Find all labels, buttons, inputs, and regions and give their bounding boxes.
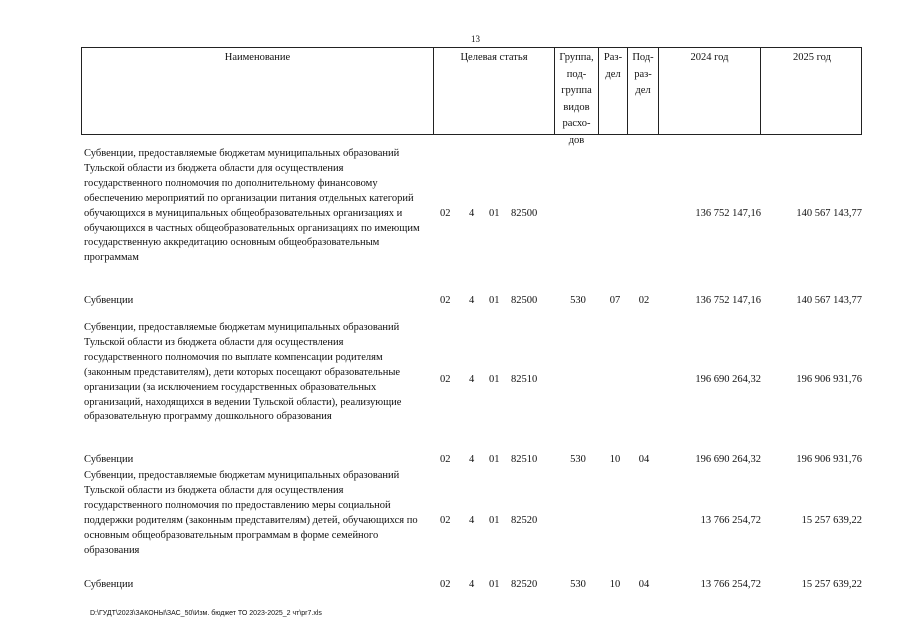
- amount-2025: 15 257 639,22: [801, 515, 862, 526]
- target-code-3: 01: [489, 295, 500, 306]
- target-code-3: 01: [489, 579, 500, 590]
- amount-2025: 140 567 143,77: [796, 208, 862, 219]
- row-name: Субвенции: [84, 579, 134, 590]
- target-code-1: 02: [440, 579, 451, 590]
- target-code-4: 82500: [511, 208, 538, 219]
- header-subsection: Под- раз- дел: [632, 52, 654, 96]
- amount-2025: 15 257 639,22: [801, 579, 862, 590]
- amount-2025: 140 567 143,77: [796, 295, 862, 306]
- header-2024: 2024 год: [690, 52, 729, 63]
- amount-2024: 13 766 254,72: [700, 579, 761, 590]
- target-code-2: 4: [469, 515, 475, 526]
- section-code: 10: [609, 579, 621, 590]
- amount-2024: 136 752 147,16: [695, 208, 761, 219]
- target-code-2: 4: [469, 454, 475, 465]
- row-name: Субвенции, предоставляемые бюджетам муниципальных образований Тульской области из бюджета области для осуществления государственного полномочия по выплате компенсации родителям (законным представителям), дети которых посещают образовательные организации (за исключением государственных образовательных организаций, находящихся в ведении Тульской области), реализующие образовательную программу дошкольного образования: [84, 322, 402, 423]
- target-code-4: 82520: [511, 515, 538, 526]
- target-code-3: 01: [489, 454, 500, 465]
- target-code-1: 02: [440, 454, 451, 465]
- section-code: 07: [609, 295, 621, 306]
- header-target: Целевая статья: [460, 52, 528, 63]
- amount-2024: 13 766 254,72: [700, 515, 761, 526]
- file-path-footer: D:\ГУДТ\2023\ЗАКОНЫ\ЗАС_50\Изм. бюджет ТО 2023-2025_2 чт\pr7.xls: [90, 610, 322, 617]
- target-code-1: 02: [440, 515, 451, 526]
- table-header: [81, 47, 862, 146]
- target-code-1: 02: [440, 295, 451, 306]
- row-name: Субвенции: [84, 295, 134, 306]
- subsection-code: 04: [638, 454, 650, 465]
- target-code-2: 4: [469, 374, 475, 385]
- target-code-1: 02: [440, 374, 451, 385]
- amount-2025: 196 906 931,76: [796, 374, 862, 385]
- row-name: Субвенции, предоставляемые бюджетам муниципальных образований Тульской области из бюджета области для осуществления государственного полномочия по дополнительному финансовому обеспечению мероприятий по организации питания отдельных категорий обучающихся в муниципальных общеобразовательных организациях и обучающихся в частных общеобразовательных организациях по имеющим государственную аккредитацию основным общеобразовательным программам: [84, 148, 420, 264]
- target-code-4: 82510: [511, 374, 538, 385]
- section-code: 10: [609, 454, 621, 465]
- subsection-code: 02: [638, 295, 650, 306]
- group-code: 530: [570, 454, 586, 465]
- target-code-4: 82510: [511, 454, 538, 465]
- row-name: Субвенции: [84, 454, 134, 465]
- amount-2024: 136 752 147,16: [695, 295, 761, 306]
- target-code-2: 4: [469, 579, 475, 590]
- header-2025: 2025 год: [793, 52, 831, 63]
- header-group: Группа, под- группа видов расхо- дов: [559, 52, 594, 146]
- row-name: Субвенции, предоставляемые бюджетам муниципальных образований Тульской области из бюджета области для осуществления государственного полномочия по предоставлению меры социальной поддержки родителям (законным представителям) детей, обучающихся по основным общеобразовательным программам в форме семейного образования: [84, 470, 418, 556]
- target-code-1: 02: [440, 208, 451, 219]
- target-code-4: 82500: [511, 295, 538, 306]
- target-code-2: 4: [469, 208, 475, 219]
- subsection-code: 04: [638, 579, 650, 590]
- target-code-3: 01: [489, 208, 500, 219]
- target-code-2: 4: [469, 295, 475, 306]
- amount-2024: 196 690 264,32: [695, 454, 761, 465]
- header-section: Раз- дел: [603, 52, 623, 80]
- amount-2025: 196 906 931,76: [796, 454, 862, 465]
- group-code: 530: [570, 295, 586, 306]
- target-code-4: 82520: [511, 579, 538, 590]
- target-code-3: 01: [489, 515, 500, 526]
- target-code-3: 01: [489, 374, 500, 385]
- header-name: Наименование: [224, 52, 291, 63]
- page-number: 13: [471, 34, 480, 44]
- amount-2024: 196 690 264,32: [695, 374, 761, 385]
- group-code: 530: [570, 579, 586, 590]
